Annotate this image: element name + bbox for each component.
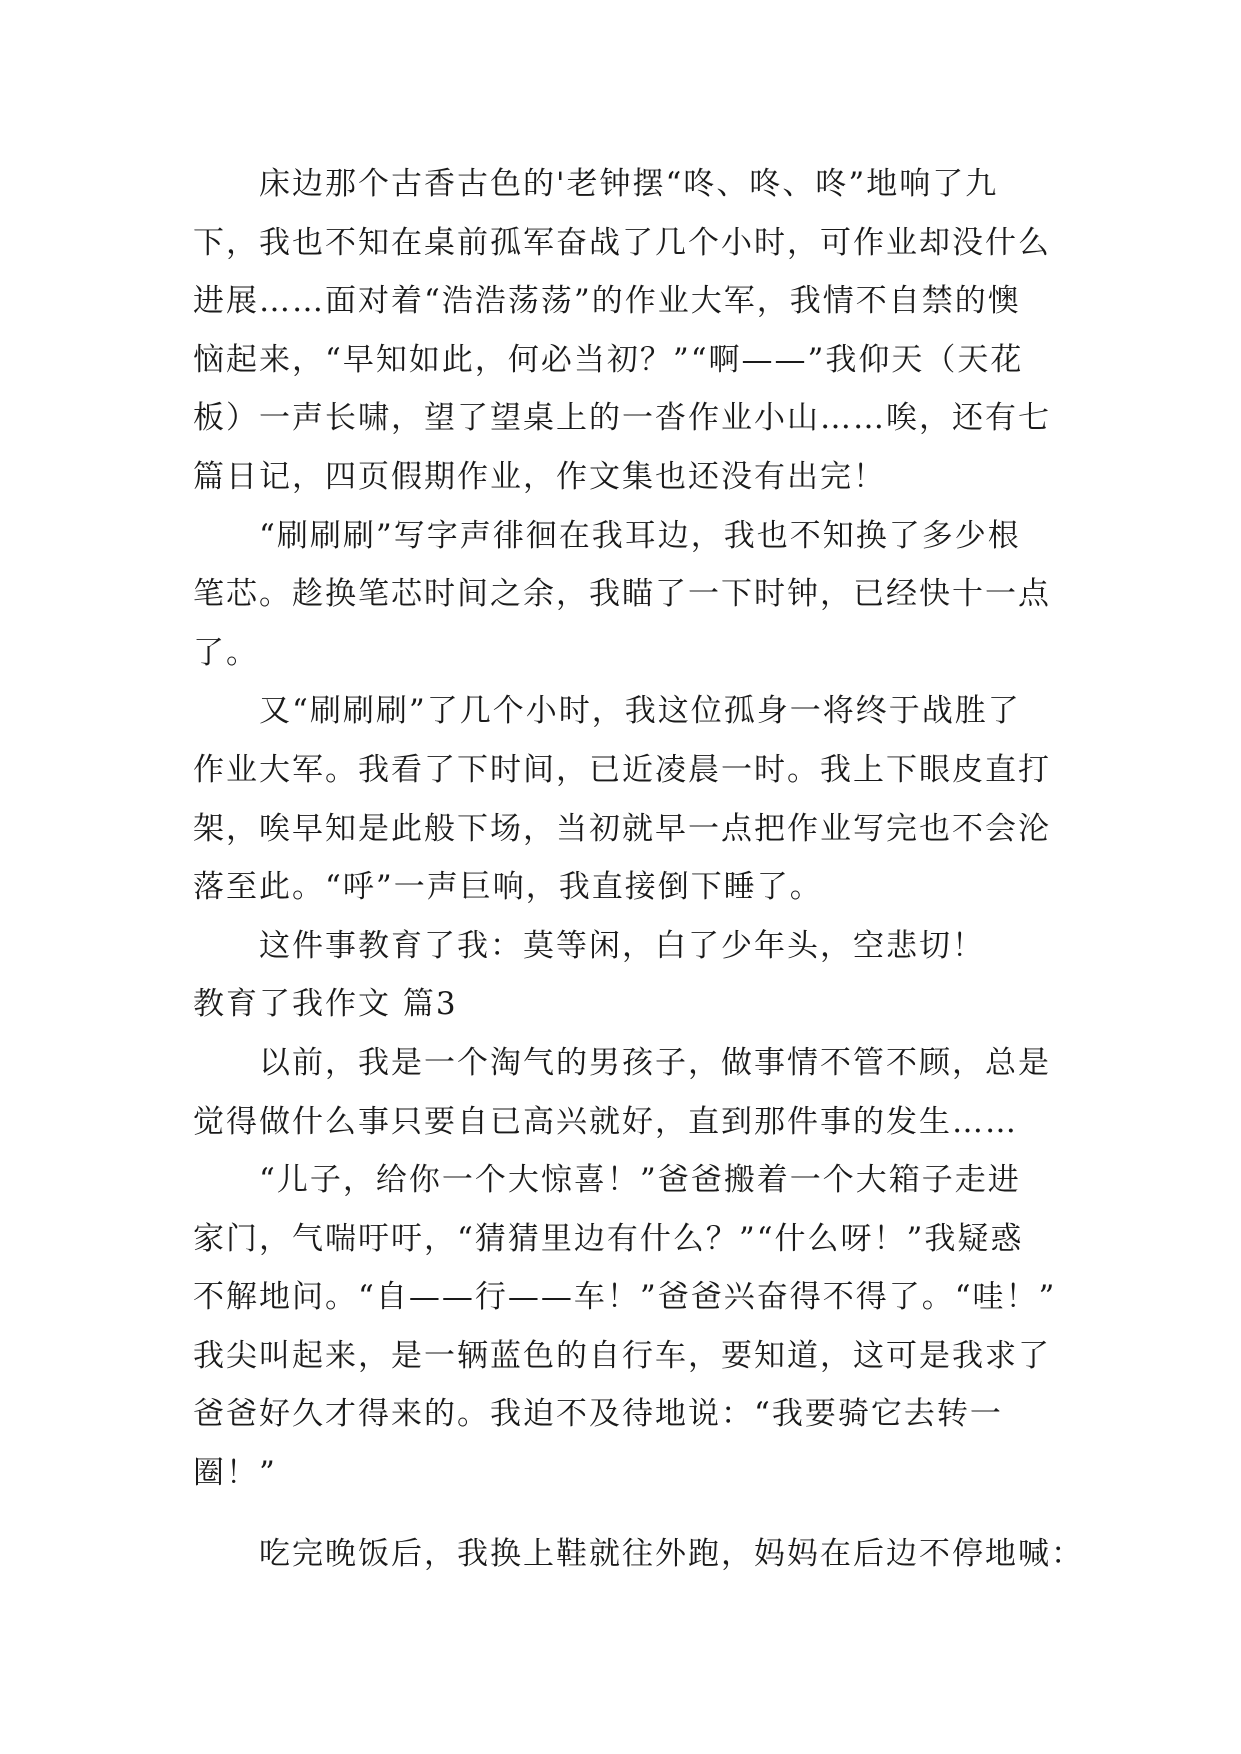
text-line: 不解地问。“自——行——车！”爸爸兴奋得不得了。“哇！”	[193, 1279, 1057, 1316]
essay-body	[193, 155, 1084, 1583]
text-line: 笔芯。趁换笔芯时间之余，我瞄了一下时钟，已经快十一点	[193, 576, 1051, 613]
text-line: 我尖叫起来，是一辆蓝色的自行车，要知道，这可是我求了	[193, 1337, 1051, 1374]
text-line: “刷刷刷”写字声徘徊在我耳边，我也不知换了多少根	[193, 517, 1021, 554]
text-line: 板）一声长啸，望了望桌上的一沓作业小山……唉，还有七	[193, 400, 1051, 437]
text-line: 吃完晚饭后，我换上鞋就往外跑，妈妈在后边不停地喊：	[193, 1535, 1084, 1572]
text-line: 这件事教育了我：莫等闲，白了少年头，空悲切！	[193, 927, 985, 964]
text-line: 篇日记，四页假期作业，作文集也还没有出完！	[193, 458, 886, 495]
text-line: 架，唉早知是此般下场，当初就早一点把作业写完也不会沦	[193, 810, 1051, 847]
text-line: 作业大军。我看了下时间，已近凌晨一时。我上下眼皮直打	[193, 751, 1051, 788]
text-line: 进展……面对着“浩浩荡荡”的作业大军，我情不自禁的懊	[193, 283, 1021, 320]
text-line: 以前，我是一个淘气的男孩子，做事情不管不顾，总是	[193, 1044, 1051, 1081]
text-line: 觉得做什么事只要自已高兴就好，直到那件事的发生……	[193, 1103, 1018, 1140]
text-line: 爸爸好久才得来的。我迫不及待地说：“我要骑它去转一	[193, 1396, 1003, 1433]
text-line: 家门，气喘吁吁，“猜猜里边有什么？”“什么呀！”我疑惑	[193, 1220, 1024, 1257]
text-line: 恼起来，“早知如此，何必当初？”“啊——”我仰天（天花	[193, 341, 1024, 378]
text-line: 又“刷刷刷”了几个小时，我这位孤身一将终于战胜了	[193, 693, 1021, 730]
text-line: “儿子，给你一个大惊喜！”爸爸搬着一个大箱子走进	[193, 1162, 1021, 1199]
section-heading: 教育了我作文 篇3	[193, 986, 458, 1023]
text-line: 下，我也不知在桌前孤军奋战了几个小时，可作业却没什么	[193, 224, 1051, 261]
text-line: 落至此。“呼”一声巨响，我直接倒下睡了。	[193, 869, 823, 906]
text-line: 圈！”	[193, 1455, 277, 1492]
text-line: 床边那个古香古色的'老钟摆“咚、咚、咚”地响了九	[193, 166, 999, 202]
text-line: 了。	[193, 634, 259, 671]
